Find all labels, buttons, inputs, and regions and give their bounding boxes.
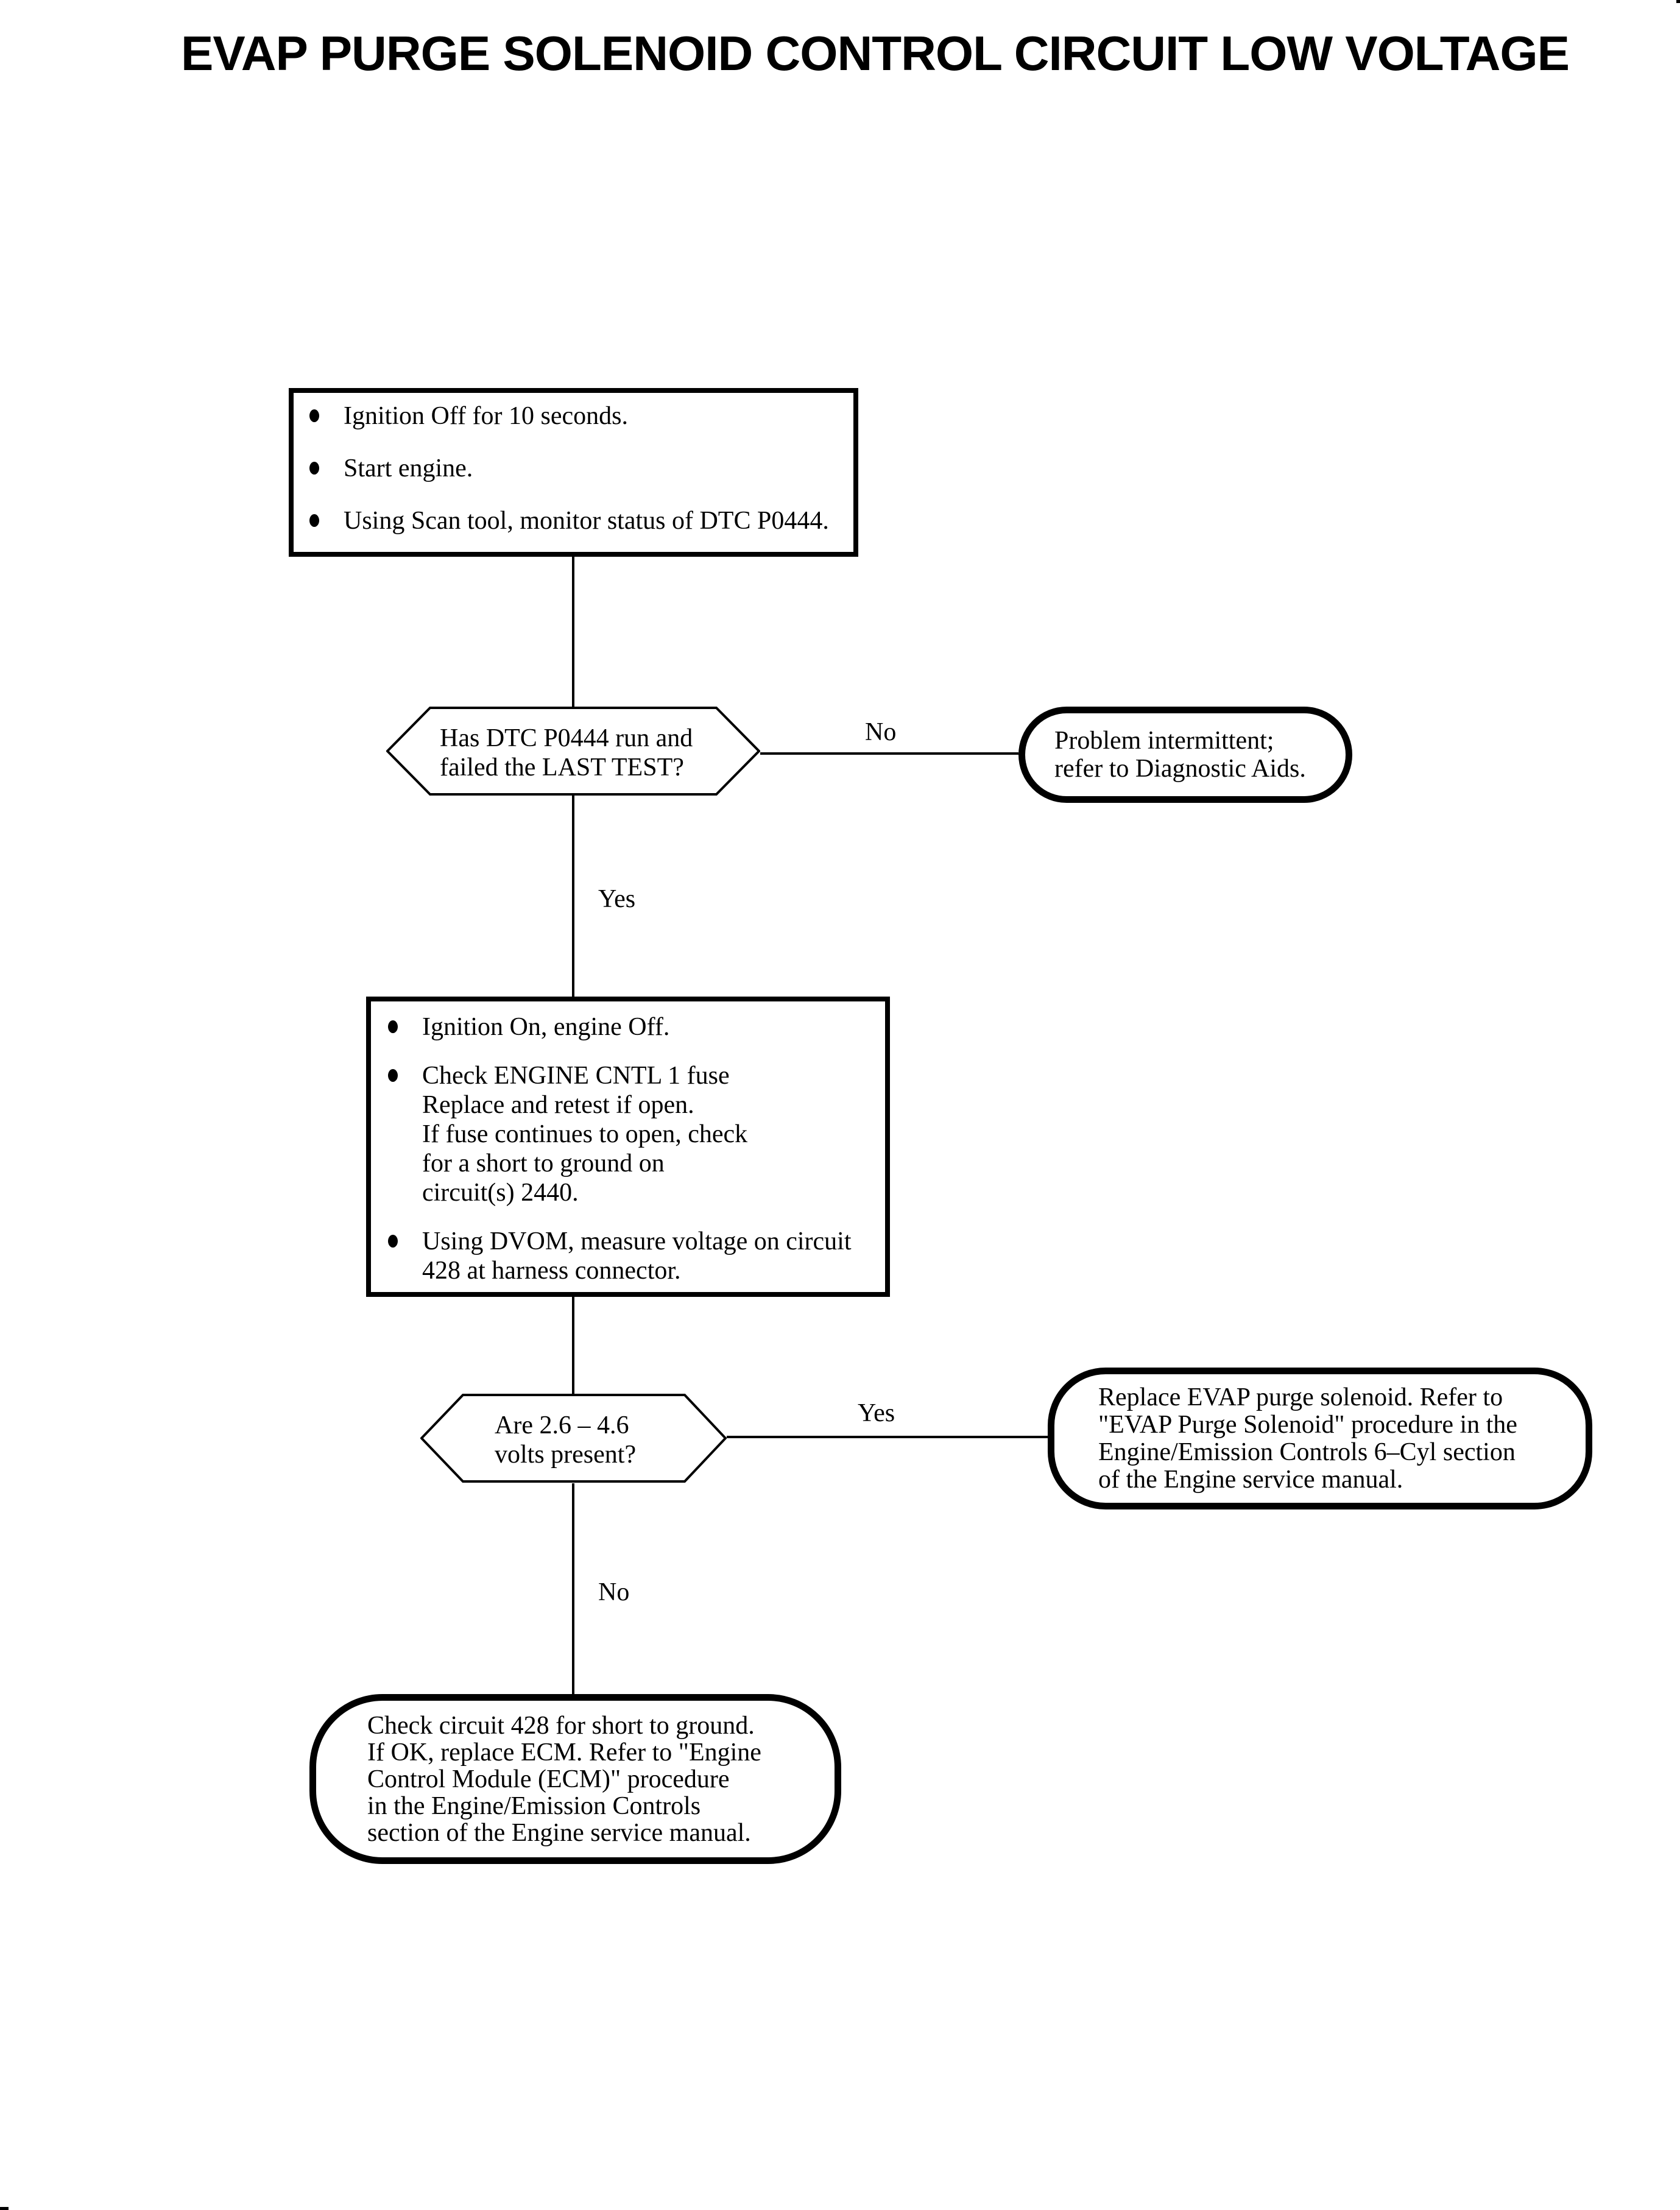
terminal-line: of the Engine service manual. [1098, 1465, 1403, 1494]
branch-label-yes: Yes [858, 1399, 895, 1427]
scan-artifact-top-right [1676, 0, 1680, 3]
decision-line: Are 2.6 – 4.6 [495, 1411, 629, 1439]
step-text [422, 1012, 669, 1042]
terminal-line: Check circuit 428 for short to ground. [367, 1711, 755, 1740]
step-line: 428 at harness connector. [422, 1257, 681, 1285]
decision-text [440, 724, 693, 782]
terminal-problem-intermittent [1018, 707, 1352, 803]
decision-line: Has DTC P0444 run and [440, 724, 693, 752]
step-text: Ignition Off for 10 seconds. [344, 402, 628, 430]
flow-line [572, 556, 574, 707]
step-line: Replace and retest if open. [422, 1091, 694, 1119]
decision-dtc-run [386, 706, 760, 796]
bullet-icon [388, 1235, 398, 1248]
terminal-line: "EVAP Purge Solenoid" procedure in the [1098, 1410, 1517, 1439]
page-title: EVAP PURGE SOLENOID CONTROL CIRCUIT LOW VOLTAGE [181, 26, 1570, 80]
flow-line [572, 1483, 574, 1694]
terminal-line: in the Engine/Emission Controls [367, 1792, 701, 1820]
terminal-line: Control Module (ECM)" procedure [367, 1765, 730, 1793]
terminal-check-circuit [309, 1694, 841, 1864]
decision-volts-present [420, 1393, 727, 1483]
list-item [309, 454, 841, 483]
step-text: Start engine. [344, 454, 473, 482]
step-line: circuit(s) 2440. [422, 1179, 579, 1207]
bullet-icon [309, 514, 319, 527]
step-line: Check ENGINE CNTL 1 fuse [422, 1062, 730, 1090]
step-line: Ignition On, engine Off. [422, 1013, 670, 1041]
decision-line: volts present? [495, 1441, 637, 1469]
flow-line [727, 1436, 1048, 1438]
decision-line: failed the LAST TEST? [440, 754, 684, 782]
list-item [388, 1227, 873, 1285]
bullet-icon [309, 462, 319, 475]
list-item [388, 1012, 873, 1042]
terminal-line: Engine/Emission Controls 6–Cyl section [1098, 1438, 1516, 1466]
step-text [422, 1061, 747, 1207]
flow-line [572, 1296, 574, 1394]
terminal-line: Problem intermittent; [1054, 727, 1274, 755]
step-text [422, 1227, 852, 1285]
branch-label-yes: Yes [598, 885, 636, 913]
list-item [309, 506, 841, 535]
branch-label-no: No [865, 718, 897, 746]
terminal-line: Replace EVAP purge solenoid. Refer to [1098, 1383, 1503, 1411]
step-line: If fuse continues to open, check [422, 1120, 748, 1148]
branch-label-no: No [598, 1578, 630, 1606]
terminal-replace-solenoid [1048, 1368, 1592, 1509]
step-line: Using DVOM, measure voltage on circuit [422, 1227, 852, 1255]
action-box-check-fuse [366, 997, 890, 1297]
terminal-line: refer to Diagnostic Aids. [1054, 755, 1306, 783]
bullet-icon [388, 1069, 398, 1082]
decision-text [495, 1411, 636, 1469]
start-box [289, 388, 858, 557]
terminal-line: section of the Engine service manual. [367, 1818, 751, 1847]
list-item [309, 401, 841, 431]
bullet-icon [309, 409, 319, 422]
bullet-icon [388, 1020, 398, 1033]
step-line: for a short to ground on [422, 1149, 665, 1177]
terminal-line: If OK, replace ECM. Refer to "Engine [367, 1738, 761, 1767]
list-item [388, 1061, 873, 1207]
step-text: Using Scan tool, monitor status of DTC P0444. [344, 507, 829, 535]
flow-line [760, 752, 1018, 755]
flow-line [572, 795, 574, 997]
scan-artifact-bottom-left [0, 2207, 9, 2210]
